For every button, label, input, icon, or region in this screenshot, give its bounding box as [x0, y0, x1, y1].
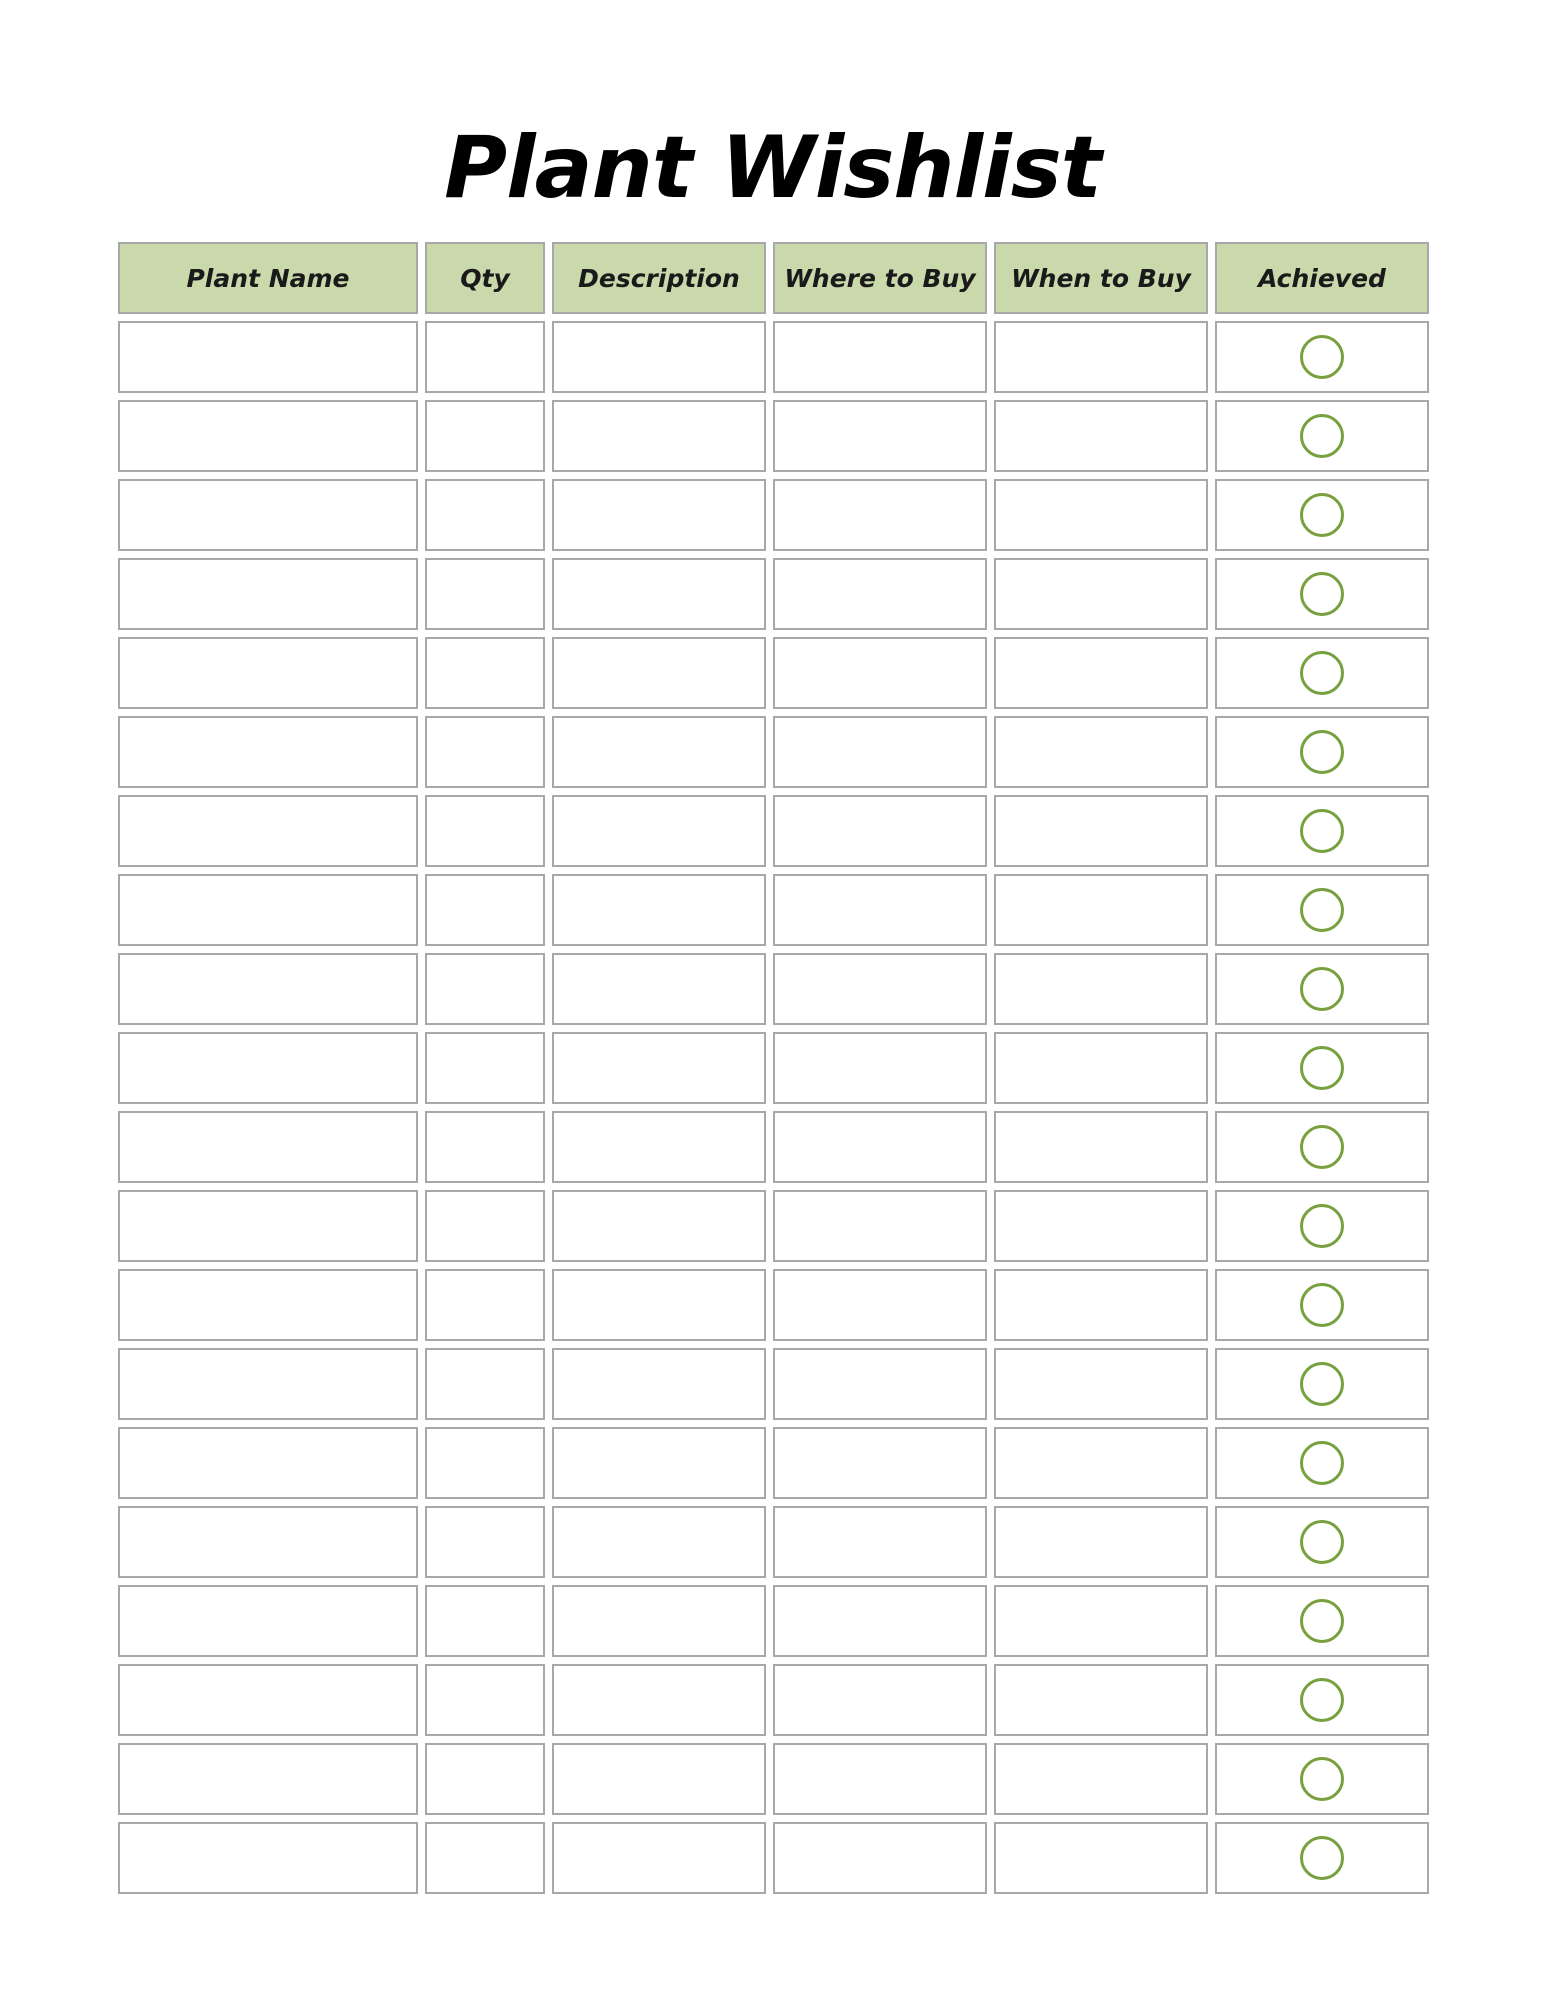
plant-name-cell[interactable] [118, 1269, 418, 1341]
plant-name-cell[interactable] [118, 479, 418, 551]
where-to-buy-cell[interactable] [773, 716, 987, 788]
plant-name-cell[interactable] [118, 321, 418, 393]
description-cell[interactable] [552, 637, 766, 709]
achieved-checkbox-icon[interactable] [1300, 335, 1344, 379]
achieved-checkbox-icon[interactable] [1300, 1757, 1344, 1801]
qty-cell[interactable] [425, 1190, 545, 1262]
when-to-buy-cell[interactable] [994, 716, 1208, 788]
where-to-buy-cell[interactable] [773, 321, 987, 393]
where-to-buy-cell[interactable] [773, 1111, 987, 1183]
plant-name-cell[interactable] [118, 1585, 418, 1657]
description-cell[interactable] [552, 1506, 766, 1578]
column-header-plant-name: Plant Name [118, 242, 418, 314]
achieved-checkbox-icon[interactable] [1300, 967, 1344, 1011]
achieved-checkbox-icon[interactable] [1300, 809, 1344, 853]
where-to-buy-cell[interactable] [773, 1348, 987, 1420]
achieved-cell [1215, 637, 1429, 709]
description-cell[interactable] [552, 400, 766, 472]
qty-cell[interactable] [425, 1664, 545, 1736]
description-cell[interactable] [552, 953, 766, 1025]
when-to-buy-cell[interactable] [994, 874, 1208, 946]
achieved-cell [1215, 400, 1429, 472]
achieved-cell [1215, 1348, 1429, 1420]
plant-name-cell[interactable] [118, 1348, 418, 1420]
achieved-checkbox-icon[interactable] [1300, 1204, 1344, 1248]
where-to-buy-cell[interactable] [773, 558, 987, 630]
qty-cell[interactable] [425, 795, 545, 867]
qty-cell[interactable] [425, 321, 545, 393]
description-cell[interactable] [552, 1348, 766, 1420]
when-to-buy-cell[interactable] [994, 1190, 1208, 1262]
achieved-cell [1215, 1743, 1429, 1815]
description-cell[interactable] [552, 1822, 766, 1894]
plant-name-cell[interactable] [118, 1743, 418, 1815]
achieved-checkbox-icon[interactable] [1300, 1125, 1344, 1169]
achieved-checkbox-icon[interactable] [1300, 1520, 1344, 1564]
qty-cell[interactable] [425, 1506, 545, 1578]
achieved-cell [1215, 558, 1429, 630]
achieved-checkbox-icon[interactable] [1300, 1362, 1344, 1406]
column-header-where-to-buy: Where to Buy [773, 242, 987, 314]
achieved-cell [1215, 1111, 1429, 1183]
achieved-cell [1215, 1190, 1429, 1262]
description-cell[interactable] [552, 321, 766, 393]
where-to-buy-cell[interactable] [773, 1269, 987, 1341]
achieved-checkbox-icon[interactable] [1300, 651, 1344, 695]
plant-name-cell[interactable] [118, 1664, 418, 1736]
column-header-qty: Qty [425, 242, 545, 314]
when-to-buy-cell[interactable] [994, 1664, 1208, 1736]
description-cell[interactable] [552, 1032, 766, 1104]
qty-cell[interactable] [425, 637, 545, 709]
plant-name-cell[interactable] [118, 874, 418, 946]
description-cell[interactable] [552, 1585, 766, 1657]
where-to-buy-cell[interactable] [773, 1664, 987, 1736]
achieved-cell [1215, 716, 1429, 788]
qty-cell[interactable] [425, 1111, 545, 1183]
achieved-checkbox-icon[interactable] [1300, 1283, 1344, 1327]
where-to-buy-cell[interactable] [773, 795, 987, 867]
description-cell[interactable] [552, 1743, 766, 1815]
qty-cell[interactable] [425, 1269, 545, 1341]
when-to-buy-cell[interactable] [994, 400, 1208, 472]
achieved-checkbox-icon[interactable] [1300, 1678, 1344, 1722]
when-to-buy-cell[interactable] [994, 1585, 1208, 1657]
plant-name-cell[interactable] [118, 1822, 418, 1894]
plant-name-cell[interactable] [118, 558, 418, 630]
achieved-checkbox-icon[interactable] [1300, 493, 1344, 537]
when-to-buy-cell[interactable] [994, 1348, 1208, 1420]
plant-name-cell[interactable] [118, 1190, 418, 1262]
when-to-buy-cell[interactable] [994, 953, 1208, 1025]
description-cell[interactable] [552, 1111, 766, 1183]
plant-name-cell[interactable] [118, 1506, 418, 1578]
achieved-checkbox-icon[interactable] [1300, 1599, 1344, 1643]
qty-cell[interactable] [425, 479, 545, 551]
description-cell[interactable] [552, 1190, 766, 1262]
achieved-checkbox-icon[interactable] [1300, 888, 1344, 932]
qty-cell[interactable] [425, 1743, 545, 1815]
description-cell[interactable] [552, 874, 766, 946]
column-header-description: Description [552, 242, 766, 314]
when-to-buy-cell[interactable] [994, 1743, 1208, 1815]
qty-cell[interactable] [425, 400, 545, 472]
when-to-buy-cell[interactable] [994, 321, 1208, 393]
where-to-buy-cell[interactable] [773, 1427, 987, 1499]
plant-name-cell[interactable] [118, 1111, 418, 1183]
qty-cell[interactable] [425, 953, 545, 1025]
description-cell[interactable] [552, 479, 766, 551]
achieved-cell [1215, 874, 1429, 946]
column-header-when-to-buy: When to Buy [994, 242, 1208, 314]
achieved-cell [1215, 1585, 1429, 1657]
where-to-buy-cell[interactable] [773, 874, 987, 946]
achieved-checkbox-icon[interactable] [1300, 730, 1344, 774]
wishlist-table [118, 242, 1429, 1894]
achieved-checkbox-icon[interactable] [1300, 1046, 1344, 1090]
plant-name-cell[interactable] [118, 637, 418, 709]
when-to-buy-cell[interactable] [994, 479, 1208, 551]
when-to-buy-cell[interactable] [994, 1427, 1208, 1499]
when-to-buy-cell[interactable] [994, 558, 1208, 630]
description-cell[interactable] [552, 558, 766, 630]
where-to-buy-cell[interactable] [773, 953, 987, 1025]
when-to-buy-cell[interactable] [994, 1506, 1208, 1578]
achieved-cell [1215, 1506, 1429, 1578]
when-to-buy-cell[interactable] [994, 1111, 1208, 1183]
description-cell[interactable] [552, 1427, 766, 1499]
where-to-buy-cell[interactable] [773, 1032, 987, 1104]
achieved-cell [1215, 1032, 1429, 1104]
qty-cell[interactable] [425, 1585, 545, 1657]
achieved-checkbox-icon[interactable] [1300, 572, 1344, 616]
where-to-buy-cell[interactable] [773, 637, 987, 709]
achieved-cell [1215, 1427, 1429, 1499]
where-to-buy-cell[interactable] [773, 1585, 987, 1657]
achieved-cell [1215, 479, 1429, 551]
achieved-cell [1215, 1269, 1429, 1341]
when-to-buy-cell[interactable] [994, 1269, 1208, 1341]
qty-cell[interactable] [425, 1032, 545, 1104]
achieved-cell [1215, 1822, 1429, 1894]
description-cell[interactable] [552, 716, 766, 788]
where-to-buy-cell[interactable] [773, 1190, 987, 1262]
when-to-buy-cell[interactable] [994, 637, 1208, 709]
achieved-checkbox-icon[interactable] [1300, 414, 1344, 458]
plant-name-cell[interactable] [118, 400, 418, 472]
where-to-buy-cell[interactable] [773, 1743, 987, 1815]
qty-cell[interactable] [425, 1427, 545, 1499]
achieved-cell [1215, 321, 1429, 393]
where-to-buy-cell[interactable] [773, 479, 987, 551]
when-to-buy-cell[interactable] [994, 1822, 1208, 1894]
plant-name-cell[interactable] [118, 1032, 418, 1104]
where-to-buy-cell[interactable] [773, 400, 987, 472]
achieved-checkbox-icon[interactable] [1300, 1441, 1344, 1485]
achieved-checkbox-icon[interactable] [1300, 1836, 1344, 1880]
plant-name-cell[interactable] [118, 795, 418, 867]
description-cell[interactable] [552, 1269, 766, 1341]
description-cell[interactable] [552, 1664, 766, 1736]
achieved-cell [1215, 1664, 1429, 1736]
description-cell[interactable] [552, 795, 766, 867]
qty-cell[interactable] [425, 716, 545, 788]
plant-name-cell[interactable] [118, 953, 418, 1025]
column-header-achieved: Achieved [1215, 242, 1429, 314]
qty-cell[interactable] [425, 558, 545, 630]
qty-cell[interactable] [425, 1348, 545, 1420]
achieved-cell [1215, 953, 1429, 1025]
where-to-buy-cell[interactable] [773, 1506, 987, 1578]
page-title: Plant Wishlist [444, 118, 1101, 218]
qty-cell[interactable] [425, 1822, 545, 1894]
achieved-cell [1215, 795, 1429, 867]
when-to-buy-cell[interactable] [994, 1032, 1208, 1104]
plant-name-cell[interactable] [118, 1427, 418, 1499]
where-to-buy-cell[interactable] [773, 1822, 987, 1894]
plant-name-cell[interactable] [118, 716, 418, 788]
when-to-buy-cell[interactable] [994, 795, 1208, 867]
qty-cell[interactable] [425, 874, 545, 946]
